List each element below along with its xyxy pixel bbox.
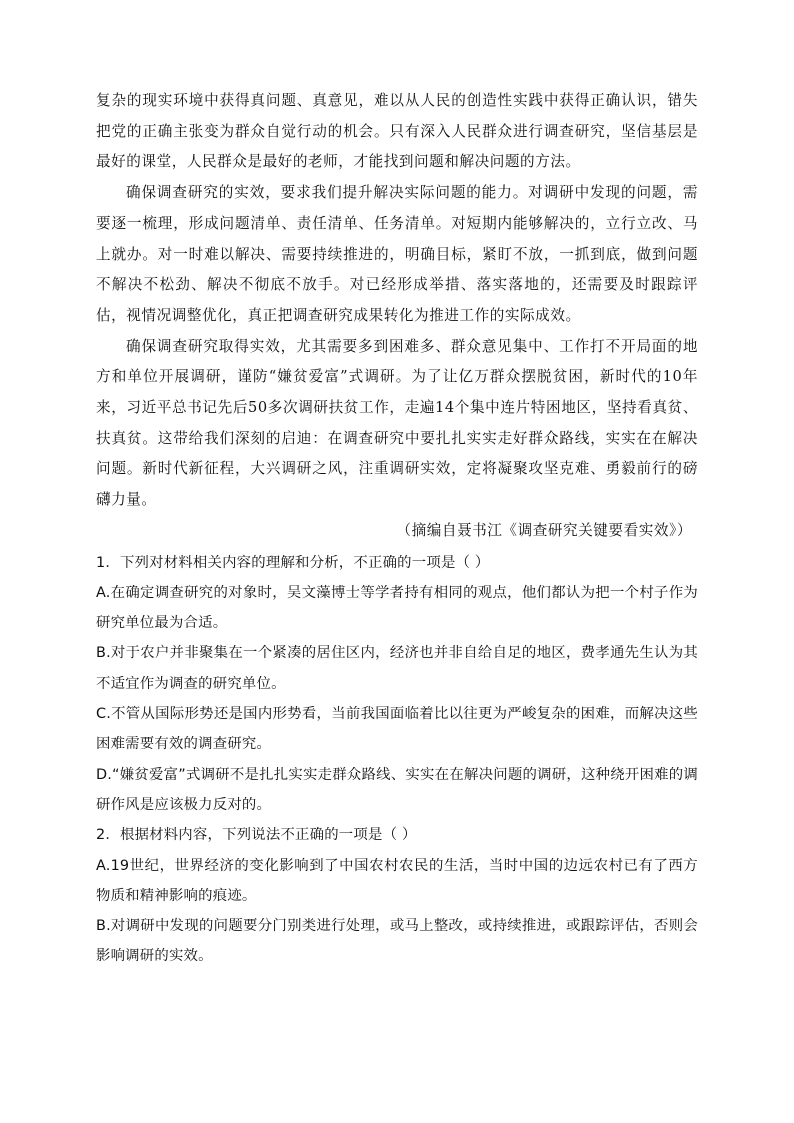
reading-passage xyxy=(96,86,698,547)
question-stem: 2．根据材料内容，下列说法不正确的一项是（ ） xyxy=(96,827,417,844)
question-stem: 1．下列对材料相关内容的理解和分析，不正确的一项是（ ） xyxy=(96,554,490,571)
question-1 xyxy=(96,548,698,821)
option-b[interactable]: B.对调研中发现的问题要分门别类进行处理，或马上整改，或持续推进，或跟踪评估，否则会影响调研的实效。 xyxy=(96,918,698,965)
document-page xyxy=(96,86,698,972)
option-d[interactable]: D.“嫌贫爱富”式调研不是扎扎实实走群众路线、实实在在解决问题的调研，这种绕开困难的调研作风是应该极力反对的。 xyxy=(96,766,698,813)
passage-source: （摘编自聂书江《调查研究关键要看实效》） xyxy=(396,521,692,539)
passage-paragraph: 复杂的现实环境中获得真问题、真意见，难以从人民的创造性实践中获得正确认识，错失把党的正确主张变为群众自觉行动的机会。只有深入人民群众进行调查研究，坚信基层是最好的课堂，人民群众是最好的老师，才能找到问题和解决问题的方法。 xyxy=(96,92,698,171)
question-list xyxy=(96,548,698,972)
option-a[interactable]: A.在确定调查研究的对象时，吴文藻博士等学者持有相同的观点，他们都认为把一个村子作为研究单位最为合适。 xyxy=(96,584,698,632)
option-a[interactable]: A.19世纪，世界经济的变化影响到了中国农村农民的生活，当时中国的边远农村已有了西方物质和精神影响的痕迹。 xyxy=(96,857,698,904)
passage-paragraph: 确保调查研究的实效，要求我们提升解决实际问题的能力。对调研中发现的问题，需要逐一梳理，形成问题清单、责任清单、任务清单。对短期内能够解决的，立行立改、马上就办。对一时难以解决、需要持续推进的，明确目标，紧盯不放，一抓到底，做到问题不解决不松劲、解决不彻底不放手。对已经形成举措、落实落地的，还需要及时跟踪评估，视情况调整优化，真正把调查研究成果转化为推进工作的实际成效。 xyxy=(96,184,698,324)
option-c[interactable]: C.不管从国际形势还是国内形势看，当前我国面临着比以往更为严峻复杂的困难，而解决这些困难需要有效的调查研究。 xyxy=(96,706,698,753)
option-b[interactable]: B.对于农户并非聚集在一个紧凑的居住区内，经济也并非自给自足的地区，费孝通先生认为其不适宜作为调查的研究单位。 xyxy=(96,645,698,692)
question-2 xyxy=(96,820,698,971)
passage-paragraph: 确保调查研究取得实效，尤其需要多到困难多、群众意见集中、工作打不开局面的地方和单位开展调研，谨防“嫌贫爱富”式调研。为了让亿万群众摆脱贫困，新时代的10年来，习近平总书记先后50多次调研扶贫工作，走遍14个集中连片特困地区，坚持看真贫、扶真贫。这带给我们深刻的启迪：在调查研究中要扎扎实实走好群众路线，实实在在解决问题。新时代新征程，大兴调研之风，注重调研实效，定将凝聚攻坚克难、勇毅前行的磅礴力量。 xyxy=(96,337,698,509)
